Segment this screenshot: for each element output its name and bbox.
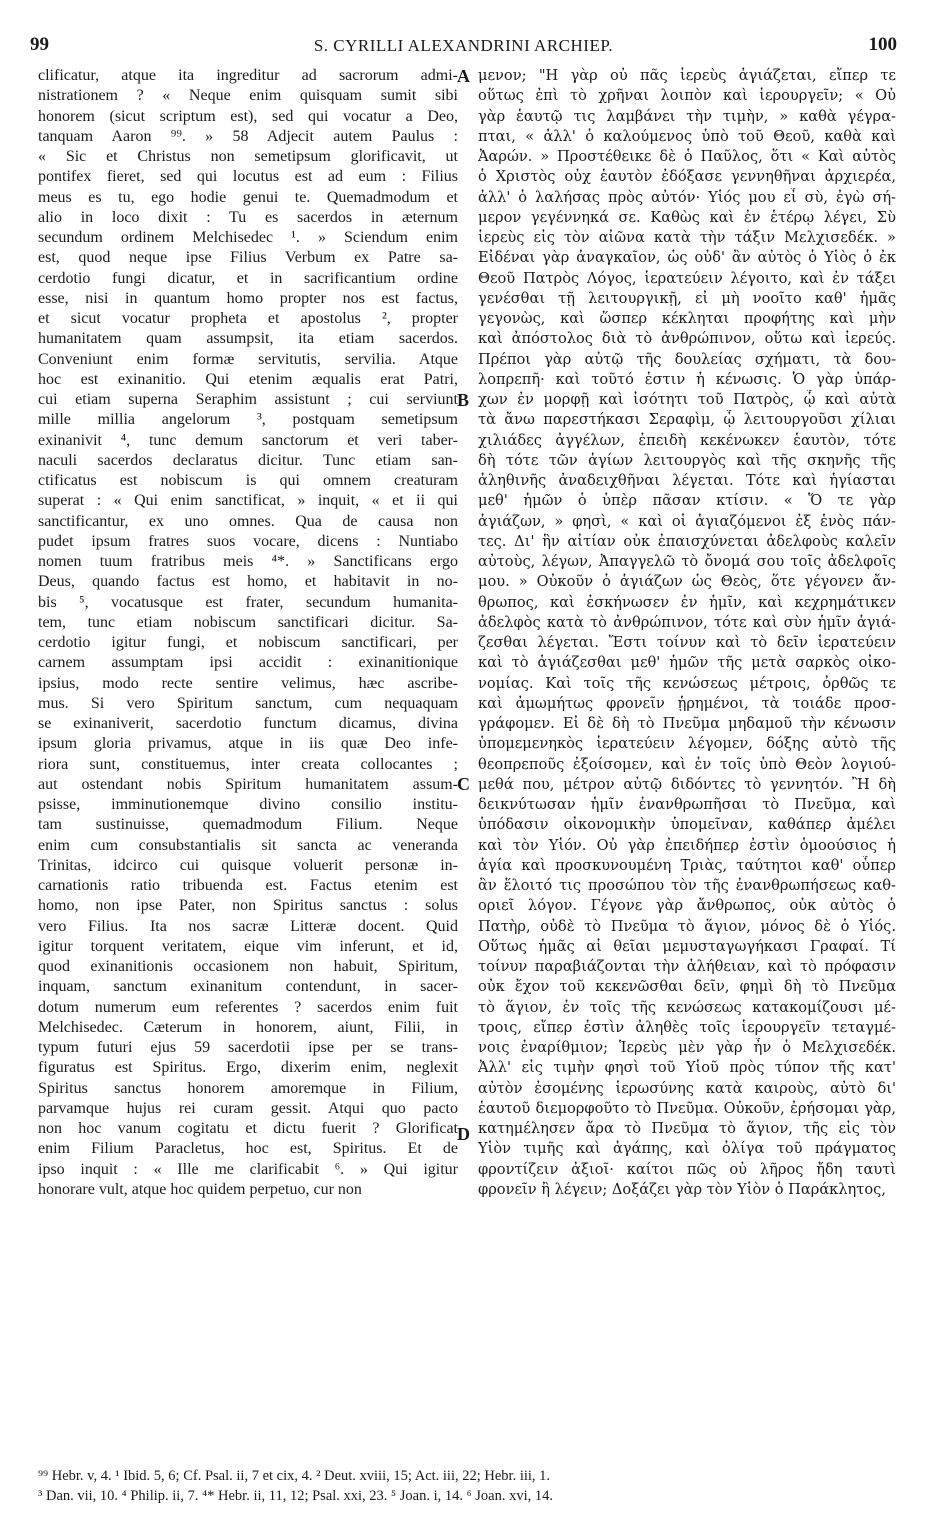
latin-text-line: et sicut vocatur propheta et apostolus ², propter [38, 310, 458, 327]
latin-text-line: ipsius, modo recte sentire velimus, hæc ascribe- [38, 674, 458, 692]
latin-text-line: pudet ipsum fratres suos vocare, dicens : Nuntiabo [38, 532, 458, 550]
latin-text-line: dotum numerum eum referentes ? sacerdos enim fuit [38, 998, 458, 1016]
latin-text-line: non hoc vanum cogitatu et dictu fuerit ? Glorificat [38, 1120, 458, 1137]
latin-text-line: humanitatem quam assumpsit, ita etiam sacerdos. [38, 330, 458, 348]
greek-text-line: ὑπόδασιν οἰκονομικὴν ὑπομεῖναν, καθάπερ ἀμέλει [478, 816, 896, 834]
latin-text-line: ctificatus est nobiscum is qui omnem creaturam [38, 472, 458, 489]
latin-text-line: naculi sacerdos declaratus dicitur. Tunc etiam san- [38, 451, 458, 469]
greek-text-line: γεγονὼς, καὶ ὥσπερ κέκληται προφήτης καὶ μὴν [478, 310, 896, 327]
latin-text-line: enim cum consubstantialis sit sancta ac veneranda [38, 836, 458, 854]
greek-text-line: μερον γεγέννηκά σε. Καθὼς καὶ ἐν ἑτέρῳ λέγει, Σὺ [478, 208, 896, 226]
greek-text-line: δεικνύτωσαν ἡμῖν ἐνανθρωπῆσαι τὸ Πνεῦμα, καὶ [478, 796, 896, 813]
greek-text-line: μενον; "Η γὰρ οὐ πᾶς ἱερεὺς ἁγιάζεται, εἴπερ τε [478, 67, 896, 84]
greek-text-line: καὶ τὸν Υἱόν. Οὐ γὰρ ἐπειδήπερ ἐστὶν ὁμοούσιος ἡ [478, 836, 896, 854]
latin-text-line: figuratus est Spiritus. Ergo, dixerim enim, neglexit [38, 1059, 458, 1077]
greek-text-line: Πρέποι γὰρ αὐτῷ τῆς δουλείας σχήματι, τὰ δου- [478, 350, 896, 368]
latin-text-line: vero Filius. Ita nos sacræ Litteræ docent. Quid [38, 917, 458, 935]
greek-text-line: τοίνυν παραβιάζονται τὴν ἀλήθειαν, καὶ τὸ πρόφασιν [478, 958, 896, 975]
greek-text-line: αὐτοὺς, λέγων, Ἀπαγγελῶ τὸ ὄνομά σου τοῖς ἀδελφοῖς [478, 553, 896, 570]
greek-text-line: τὸ ἅγιον, ἐν τοῖς τῆς κενώσεως κατακομίζουσι μέ- [478, 998, 896, 1016]
greek-text-line: οὐκ ἔχον τοῦ κεκενῶσθαι δεῖν, φημὶ δὴ τὸ Πνεῦμα [478, 978, 896, 996]
greek-text-line: Εἰδέναι γὰρ ἀναγκαῖον, ὡς οὐδ' ἂν αὐτὸς ὁ Υἱὸς ὁ ἐκ [478, 249, 896, 267]
latin-text-line: homo, non ipse Pater, non Spiritus sanctus : solus [38, 897, 458, 915]
greek-text-line: χιλιάδες ἀγγέλων, ἐπειδὴ κεκένωκεν ἑαυτὸν, τότε [478, 431, 896, 449]
greek-text-line: θρωπος, καὶ ἐσκήνωσεν ἐν ἡμῖν, καὶ κεχρημάτικεν [478, 593, 896, 611]
latin-text-line: exinanivit ⁴, tunc demum sanctorum et veri taber- [38, 431, 458, 449]
greek-text-line: μου. » Οὐκοῦν ὁ ἁγιάζων ὡς Θεὸς, ὅτε γέγονεν ἄν- [478, 573, 896, 591]
latin-column [38, 66, 458, 1200]
greek-text-line: πται, « ἀλλ' ὁ καλούμενος ὑπὸ τοῦ Θεοῦ, καθὰ καὶ [478, 127, 896, 145]
greek-text-line: ἀλλ' ὁ λαλήσας πρὸς αὐτόν· Υἱός μου εἶ σὺ, ἐγὼ σή- [478, 188, 896, 206]
greek-text-line: οριεῖ λόγον. Γέγονε γὰρ ἄνθρωπος, οὐκ αὐτὸς ὁ [478, 897, 896, 915]
latin-text-line: cerdotio igitur fungi, et nobiscum sanctificari, per [38, 634, 458, 651]
latin-text-line: tam sustinuisse, quemadmodum Filium. Neque [38, 816, 458, 834]
latin-text-line: quod exinanitionis occasionem non habuit, Spiritum, [38, 958, 458, 975]
greek-text-line: λοπρεπῆ· καὶ τοῦτό ἐστιν ἡ κένωσις. Ὁ γὰρ ὑπάρ- [478, 370, 896, 388]
latin-text-line: typum futuri ejus 59 sacerdotii ipse per se trans- [38, 1039, 458, 1056]
greek-text-line: ἀληθινῆς ἀναδειχθῆναι λέγεται. Τότε καὶ ἡγίασται [478, 472, 896, 489]
latin-text-line: honorare vult, atque hoc quidem perpetuo, cur non [38, 1180, 362, 1198]
footnotes [38, 1466, 888, 1506]
latin-text-line: Conveniunt enim formæ servitutis, servilia. Atque [38, 350, 458, 368]
greek-text-line: μεθά που, μέτρον αὐτῷ διδόντες τὸ γεννητόν. Ἢ δὴ [478, 775, 896, 793]
running-title: S. CYRILLI ALEXANDRINI ARCHIEP. [313, 36, 614, 55]
latin-text-line: honorem (sicut scriptum est), sed qui vocatur a Deo, [38, 107, 458, 125]
latin-text-line: Melchisedec. Cæterum in honorem, aiunt, Filii, in [38, 1018, 458, 1036]
greek-text-line: γράφομεν. Εἰ δὲ δὴ τὸ Πνεῦμα μηδαμοῦ τὴν κένωσιν [478, 715, 896, 732]
page-number-right: 100 [868, 34, 897, 55]
latin-text-line: se exinaniverit, sacerdotio functum dicamus, divina [38, 715, 458, 732]
greek-text-line: χων ἐν μορφῇ καὶ ἰσότητι τοῦ Πατρὸς, ᾧ καὶ αὐτὰ [478, 391, 896, 408]
greek-text-line: Πατὴρ, οὐδὲ τὸ Πνεῦμα τὸ ἅγιον, μόνος δὲ ὁ Υἱός. [478, 917, 896, 935]
greek-text-line: γενέσθαι τῇ λειτουργικῇ, εἰ μὴ νοοῖτο καθ' ἡμᾶς [478, 289, 896, 307]
greek-text-line: ἁγία καὶ προσκυνουμένη Τριὰς, ταύτητοι καθ' οὗπερ [478, 856, 896, 874]
margin-marker-c: C [457, 774, 470, 794]
latin-text-line: ipsum gloria privamus, atque in iis quæ Deo infe- [38, 735, 458, 753]
greek-text-line: νοις ἐναρίθμιον; Ἱερεὺς μὲν γὰρ ἦν ὁ Μελχισεδέκ. [478, 1039, 896, 1056]
greek-text-line: Ἀλλ' εἰς τιμὴν φησὶ τοῦ Υἱοῦ πρὸς τύπον τῆς κατ' [478, 1059, 896, 1077]
latin-text-line: Trinitas, idcirco cui quisque voluerit personæ in- [38, 856, 458, 874]
greek-text-line: Υἱὸν τιμῆς καὶ ἀγάπης, καὶ ὀλίγα τοῦ πράγματος [478, 1140, 896, 1158]
latin-text-line: pontifex fieret, sed qui locutus est ad eum : Filius [38, 168, 458, 186]
latin-text-line: inquam, sanctum exinanitum contendunt, in sacer- [38, 978, 458, 996]
greek-text-line: ἂν ἕλοιτό τις προσώπου τὸν τῆς ἐνανθρωπήσεως καθ- [478, 877, 896, 894]
greek-text-line: αὐτὸν ἐσομένης ἱερωσύνης κατὰ καιροὺς, αὐτὸ δι' [478, 1079, 896, 1097]
page-number-left: 99 [30, 34, 49, 55]
latin-text-line: mille millia angelorum ³, postquam semetipsum [38, 411, 458, 429]
latin-text-line: bis ⁵, vocatusque est frater, secundum humanita- [38, 593, 458, 611]
latin-text-line: cui etiam superna Seraphim assistunt ; cui serviunt [38, 391, 458, 408]
greek-text-line: οὕτως ἐπὶ τὸ χρῆναι λοιπὸν καὶ ἱερουργεῖν; « Οὐ [478, 87, 896, 105]
greek-text-line: καὶ ἀπόστολος διὰ τὸ ἀνθρώπινον, οὕτω καὶ ἱερεύς. [478, 330, 896, 348]
greek-text-line: ὑπομεμενηκὸς ἱερατεύειν λέγομεν, δόξης αὐτὸ τῆς [478, 735, 896, 753]
footnote-line: ³ Dan. vii, 10. ⁴ Philip. ii, 7. ⁴* Hebr. ii, 11, 12; Psal. xxi, 23. ⁵ Joan. i, 14. ⁶ Joan. xvi, 14. [38, 1488, 554, 1504]
greek-text-line: Οὕτως ἡμᾶς αἱ θεῖαι μεμυσταγωγήκασι Γραφαί. Τί [478, 937, 896, 955]
latin-text-line: Spiritus sanctus honorem amoremque in Filium, [38, 1079, 458, 1097]
greek-text-line: γὰρ ἑαυτῷ τις λαμβάνει τὴν τιμὴν, » καθὰ γέγρα- [478, 107, 896, 125]
latin-text-line: superat : « Qui enim sanctificat, » inquit, « et ii qui [38, 492, 458, 510]
greek-text-line: ἑαυτοῦ διεμορφοῦτο τὸ Πνεῦμα. Οὐκοῦν, ἐρήσομαι γὰρ, [478, 1099, 896, 1117]
greek-column [478, 66, 896, 1200]
latin-text-line: parvamque hujus rei curam gessit. Atqui quo pacto [38, 1099, 458, 1117]
greek-text-line: νομίας. Καὶ τοῖς τῆς κενώσεως μέτροις, ὀρθῶς τε [478, 674, 896, 692]
latin-text-line: riora sunt, constituemus, inter creata collocantes ; [38, 755, 458, 773]
greek-text-line: Ἀαρών. » Προστέθεικε δὲ ὁ Παῦλος, ὅτι « Καὶ αὐτὸς [478, 148, 896, 165]
latin-text-line: psisse, imminutionemque divino consilio institu- [38, 796, 458, 813]
greek-text-line: φροντίζειν ἀξιοῖ· καίτοι πῶς οὐ λῆρος ἤδη ταυτὶ [478, 1160, 896, 1178]
latin-text-line: « Sic et Christus non semetipsum glorificavit, ut [38, 148, 458, 165]
latin-text-line: mus. Si vero Spiritum sanctum, cum nequaquam [38, 694, 458, 712]
latin-text-line: sanctificantur, ex uno omnes. Qua de causa non [38, 512, 458, 530]
margin-marker-a: A [457, 66, 470, 86]
latin-text-line: clificatur, atque ita ingreditur ad sacrorum admi- [38, 67, 458, 84]
greek-text-line: ὁ Χριστὸς οὐχ ἑαυτὸν ἐδόξασε γεννηθῆναι ἀρχιερέα, [478, 168, 896, 186]
greek-text-line: μεθ' ἡμῶν ὁ ὑπὲρ πᾶσαν κτίσιν. « Ὅ τε γὰρ [478, 492, 896, 510]
footnote-line: ⁹⁹ Hebr. v, 4. ¹ Ibid. 5, 6; Cf. Psal. ii, 7 et cix, 4. ² Deut. xviii, 15; Act. iii, 22; Hebr. iii, 1. [38, 1468, 551, 1484]
greek-text-line: φρονεῖν ἢ λέγειν; Δοξάζει γὰρ τὸν Υἱὸν ὁ Παράκλητος, [478, 1180, 886, 1198]
greek-text-line: κατημέλησεν ἄρα τὸ Πνεῦμα τὸ ἅγιον, τῆς εἰς τὸν [478, 1120, 896, 1137]
latin-text-line: est, quod neque ipse Filius Verbum ex Patre sa- [38, 249, 458, 267]
latin-text-line: secundum ordinem Melchisedec ¹. » Sciendum enim [38, 229, 458, 246]
greek-text-line: Θεοῦ Πατρὸς Λόγος, ἱερατεύειν λέγοιτο, καὶ ἐν τάξει [478, 269, 896, 287]
greek-text-line: ἱερεὺς εἰς τὸν αἰῶνα κατὰ τὴν τάξιν Μελχισεδέκ. » [478, 229, 896, 246]
latin-text-line: Deus, quando factus est homo, et habitavit in no- [38, 573, 458, 591]
latin-text-line: alio in loco dixit : Tu es sacerdos in æternum [38, 208, 458, 226]
page-header [30, 34, 897, 60]
latin-text-line: hoc est exinanitio. Qui etenim æqualis erat Patri, [38, 370, 458, 388]
latin-text-line: carnem assumptam ipsi accidit : exinanitionique [38, 654, 458, 672]
latin-text-line: ipso inquit : « Ille me clarificabit ⁶. » Qui igitur [38, 1160, 458, 1178]
greek-text-line: θεοπρεποῦς ἐξοίσομεν, καὶ ἐν τοῖς ὑπὸ Θεὸν λογιού- [478, 755, 896, 773]
greek-text-line: ζεσθαι λέγεται. Ἔστι τοίνυν καὶ τὸ δεῖν ἱερατεύειν [478, 634, 896, 651]
greek-text-line: ἁγιάζων, » φησὶ, « καὶ οἱ ἁγιαζόμενοι ἐξ ἑνὸς πάν- [478, 512, 896, 530]
greek-text-line: καὶ ἀμωμήτως φρονεῖν ᾑρημένοι, τὰ τοιάδε προσ- [478, 694, 896, 712]
latin-text-line: nistrationem ? « Neque enim quisquam sumit sibi [38, 87, 458, 105]
greek-text-line: ἀδελφὸς κατὰ τὸ ἀνθρώπινον, τότε καὶ σὺν ἡμῖν ἁγιά- [478, 613, 896, 631]
greek-text-line: δὴ τότε τῶν ἁγίων λειτουργὸς καὶ τῆς σκηνῆς τῆς [478, 451, 896, 469]
latin-text-line: meus es tu, ego hodie genui te. Quemadmodum et [38, 188, 458, 206]
latin-text-line: enim Filium Paracletus, hoc est, Spiritus. Et de [38, 1140, 458, 1158]
margin-marker-d: D [457, 1124, 470, 1144]
greek-text-line: τες. Δι' ἣν αἰτίαν οὐκ ἐπαισχύνεται ἀδελφοὺς καλεῖν [478, 532, 896, 550]
latin-text-line: carnationis ratio tribuenda est. Factus etenim est [38, 877, 458, 894]
greek-text-line: τὰ ἄνω παρεστήκασι Σεραφὶμ, ᾧ λειτουργοῦσι χίλιαι [478, 411, 896, 429]
latin-text-line: tanquam Aaron ⁹⁹. » 58 Adjecit autem Paulus : [38, 127, 458, 145]
latin-text-line: igitur torquent veritatem, eique vim inferunt, et id, [38, 937, 458, 955]
latin-text-line: tem, tunc etiam nobiscum sanctificari dicitur. Sa- [38, 613, 458, 631]
latin-text-line: cerdotio fungi dicatur, et in sacrificantium ordine [38, 269, 458, 287]
latin-text-line: aut ostendant nobis Spiritum humanitatem assum- [38, 775, 458, 793]
margin-marker-b: B [457, 390, 470, 410]
latin-text-line: nomen tuum fratribus meis ⁴*. » Sanctificans ergo [38, 553, 458, 570]
greek-text-line: τροις, εἴπερ ἐστὶν ἀληθὲς τοῖς ἱερουργεῖν τεταγμέ- [478, 1018, 896, 1036]
latin-text-line: esse, nisi in quantum homo propter nos est factus, [38, 289, 458, 307]
greek-text-line: καὶ τὸ ἁγιάζεσθαι μεθ' ἡμῶν τῆς μετὰ σαρκὸς οἰκο- [478, 654, 896, 672]
